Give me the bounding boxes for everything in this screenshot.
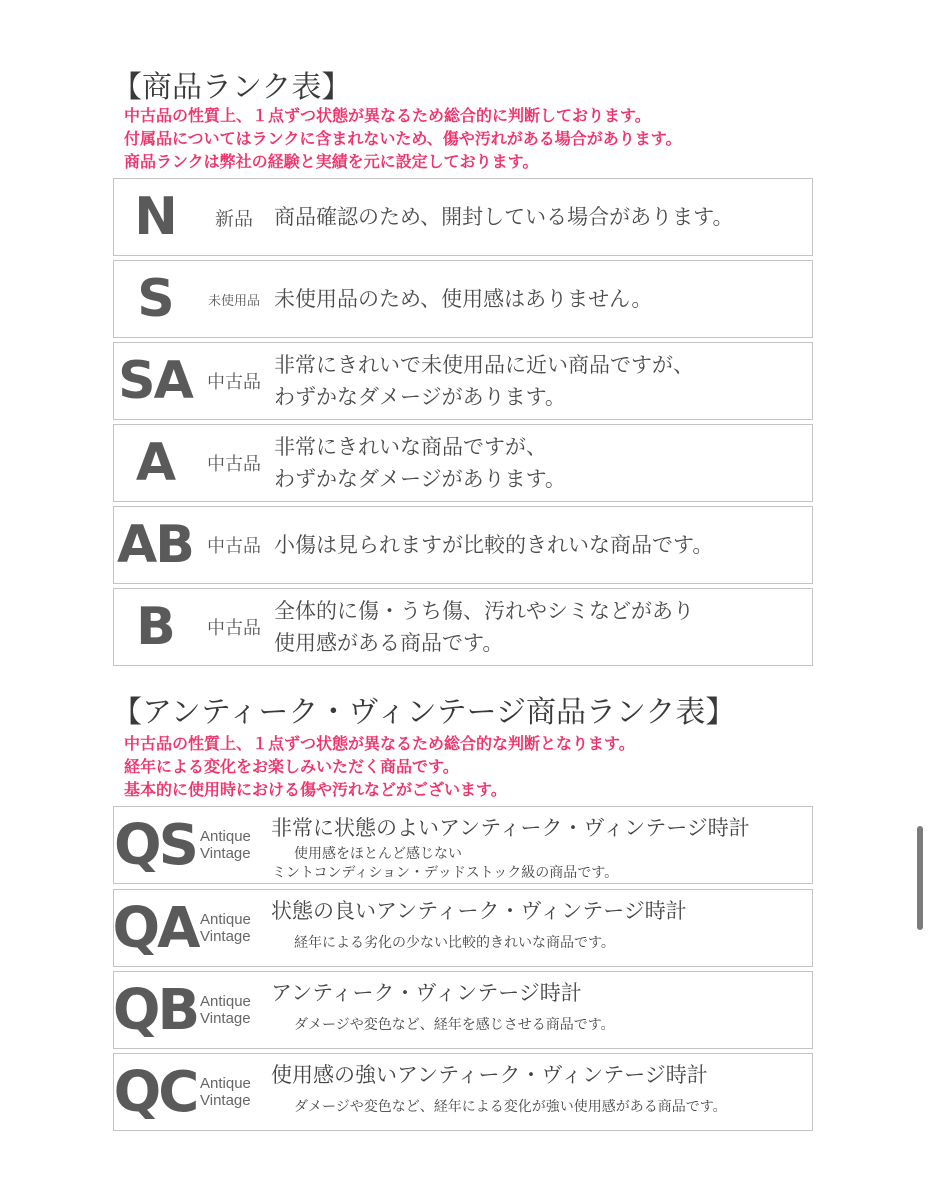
grade-letter: SA [118, 351, 192, 411]
subtext-line: ダメージや変色など、経年を感じさせる商品です。 [294, 1017, 615, 1033]
grade-category: 中古品 [207, 372, 261, 393]
description-line: 小傷は見られますが比較的きれいな商品です。 [274, 533, 714, 557]
subtext-line: 経年による劣化の少ない比較的きれいな商品です。 [294, 935, 615, 951]
subtext-line: 使用感をほとんど感じない [294, 846, 462, 862]
grade-title: 状態の良いアンティーク・ヴィンテージ時計 [271, 899, 687, 923]
tag-antique: Antique [200, 911, 251, 928]
grade-title: アンティーク・ヴィンテージ時計 [271, 981, 582, 1005]
note-line: 商品ランクは弊社の経験と実績を元に設定しております。 [124, 152, 539, 171]
rank-row-n [113, 178, 813, 256]
rank-table-title: 【商品ランク表】 [112, 70, 352, 105]
grade-subtext [294, 1098, 727, 1117]
grade-title: 使用感の強いアンティーク・ヴィンテージ時計 [271, 1063, 708, 1087]
rank-row-a [113, 424, 813, 502]
grade-subtext [294, 1016, 615, 1035]
description-line: 商品確認のため、開封している場合があります。 [274, 205, 734, 229]
rank-row-s [113, 260, 813, 338]
tag-vintage: Vintage [200, 1092, 251, 1109]
description-line: 非常にきれいな商品ですが、 [274, 435, 547, 459]
grade-category: 未使用品 [207, 293, 260, 309]
subtext-line: ダメージや変色など、経年による変化が強い使用感がある商品です。 [294, 1099, 727, 1115]
antique-rank-row-qa [113, 889, 813, 967]
rank-row-ab [113, 506, 813, 584]
tag-antique: Antique [200, 828, 251, 845]
grade-description [274, 343, 694, 419]
antique-vintage-tag [200, 1054, 251, 1130]
grade-letter: B [136, 597, 174, 657]
grade-subtext [272, 845, 619, 883]
grade-category: 中古品 [207, 618, 261, 639]
description-line: わずかなダメージがあります。 [274, 467, 566, 491]
grade-category: 中古品 [207, 536, 261, 557]
rank-row-sa [113, 342, 813, 420]
grade-description [274, 589, 694, 665]
grade-category: 中古品 [207, 454, 261, 475]
grade-letter: AB [117, 515, 193, 575]
rank-row-b [113, 588, 813, 666]
grade-letter: QC [113, 1059, 197, 1125]
note-line: 中古品の性質上、１点ずつ状態が異なるため総合的に判断しております。 [124, 106, 651, 125]
tag-vintage: Vintage [200, 1010, 251, 1027]
grade-description [274, 507, 713, 583]
antique-rank-row-qb [113, 971, 813, 1049]
tag-antique: Antique [200, 1075, 251, 1092]
note-line: 付属品についてはランクに含まれないため、傷や汚れがある場合があります。 [124, 129, 682, 148]
tag-antique: Antique [200, 993, 251, 1010]
description-line: わずかなダメージがあります。 [274, 385, 566, 409]
antique-rank-row-qc [113, 1053, 813, 1131]
antique-rank-table-notes [124, 732, 635, 801]
tag-vintage: Vintage [200, 845, 251, 862]
grade-letter: QB [112, 977, 198, 1043]
antique-rank-table-title: 【アンティーク・ヴィンテージ商品ランク表】 [112, 695, 736, 730]
tag-vintage: Vintage [200, 928, 251, 945]
description-line: 非常にきれいで未使用品に近い商品ですが、 [274, 353, 694, 377]
vertical-scrollbar[interactable] [917, 826, 923, 930]
antique-vintage-tag [200, 807, 251, 883]
description-line: 未使用品のため、使用感はありません。 [274, 287, 653, 311]
description-line: 使用感がある商品です。 [274, 631, 504, 655]
description-line: 全体的に傷・うち傷、汚れやシミなどがあり [274, 599, 694, 623]
grade-title: 非常に状態のよいアンティーク・ヴィンテージ時計 [271, 816, 750, 840]
grade-subtext [294, 934, 615, 953]
grade-letter: A [135, 433, 175, 493]
antique-rank-row-qs [113, 806, 813, 884]
note-line: 中古品の性質上、１点ずつ状態が異なるため総合的な判断となります。 [124, 734, 635, 753]
grade-letter: QS [114, 812, 196, 878]
grade-letter: S [137, 269, 173, 329]
rank-table-notes [124, 104, 681, 173]
antique-vintage-tag [200, 890, 251, 966]
grade-description [274, 261, 652, 337]
note-line: 基本的に使用時における傷や汚れなどがございます。 [124, 780, 507, 799]
grade-category: 新品 [214, 207, 253, 230]
antique-vintage-tag [200, 972, 251, 1048]
grade-letter: N [134, 187, 176, 247]
subtext-line: ミントコンディション・デッドストック級の商品です。 [272, 865, 619, 881]
grade-description [274, 179, 733, 255]
note-line: 経年による変化をお楽しみいただく商品です。 [124, 757, 459, 776]
grade-letter: QA [112, 895, 198, 961]
grade-description [274, 425, 566, 501]
